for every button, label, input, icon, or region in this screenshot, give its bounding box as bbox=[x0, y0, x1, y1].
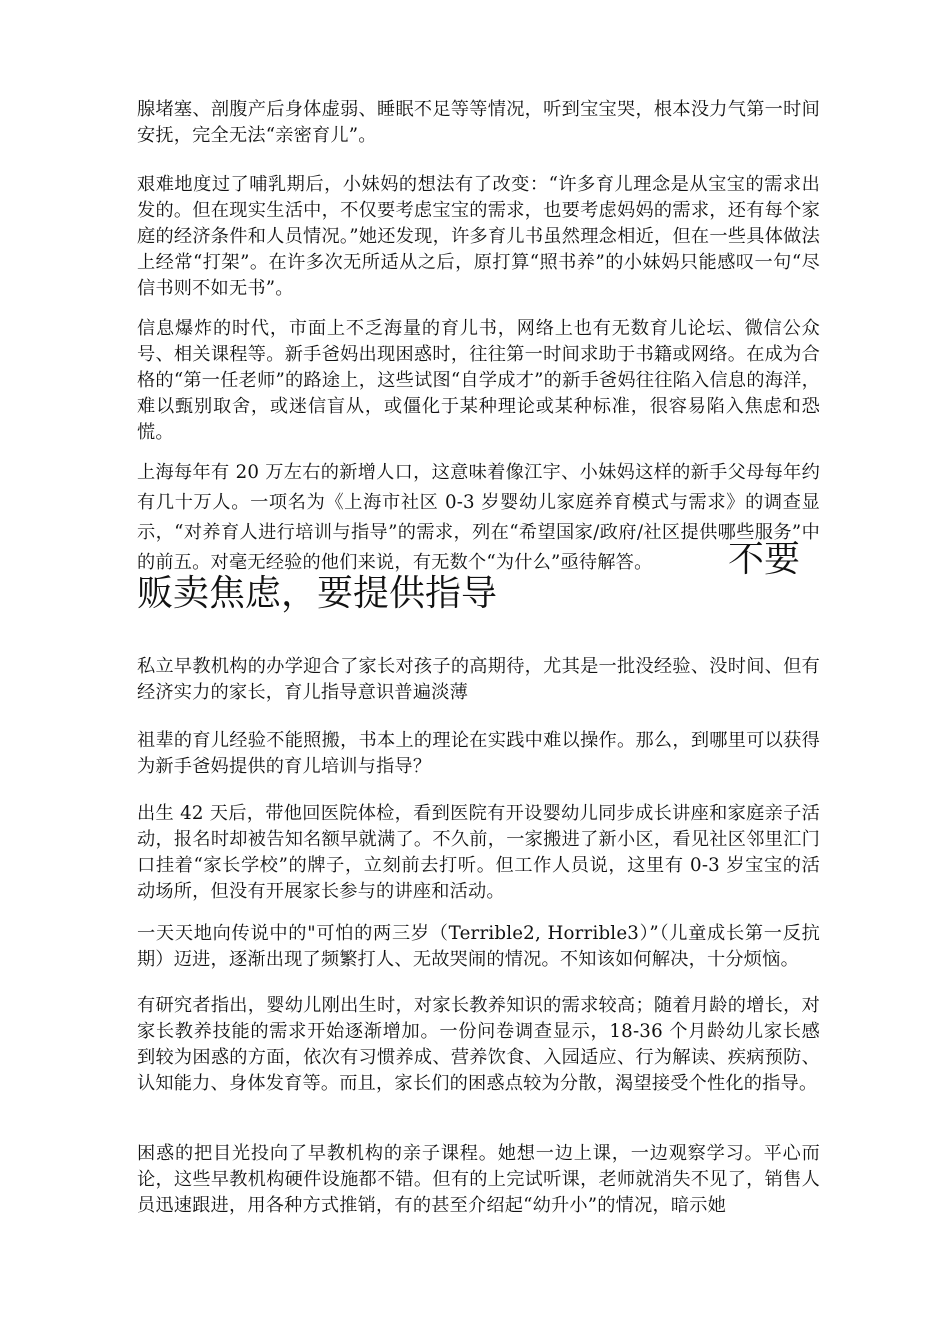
paragraph-7: 出生 42 天后，带他回医院体检，看到医院有开设婴幼儿同步成长讲座和家庭亲子活动，报名时却被告知名额早就满了。不久前，一家搬进了新小区，看见社区邻里汇门口挂着“家长学校”的牌子，立刻前去打听。但工作人员说，这里有 0-3 岁宝宝的活动场所，但没有开展家长参与的讲座和活动。 bbox=[137, 803, 820, 902]
paragraph-5: 私立早教机构的办学迎合了家长对孩子的高期待，尤其是一批没经验、没时间、但有经济实力的家长，育儿指导意识普遍淡薄 bbox=[137, 656, 820, 703]
paragraph-9: 有研究者指出，婴幼儿刚出生时，对家长教养知识的需求较高；随着月龄的增长，对家长教养技能的需求开始逐渐增加。一份问卷调查显示，18-36 个月龄幼儿家长感到较为困惑的方面，依次有习惯养成、营养饮食、入园适应、行为解读、疾病预防、认知能力、身体发育等。而且，家长们的困惑点较为分散，渴望接受个性化的指导。 bbox=[137, 995, 820, 1094]
paragraph-3: 信息爆炸的时代，市面上不乏海量的育儿书，网络上也有无数育儿论坛、微信公众号、相关课程等。新手爸妈出现困惑时，往往第一时间求助于书籍或网络。在成为合格的“第一任老师”的路途上，这些试图“自学成才”的新手爸妈往往陷入信息的海洋，难以甄别取舍，或迷信盲从，或僵化于某种理论或某种标准，很容易陷入焦虑和恐慌。 bbox=[137, 318, 820, 443]
section-heading-part-1: 不要 bbox=[728, 539, 801, 580]
paragraph-2: 艰难地度过了哺乳期后，小妹妈的想法有了改变：“许多育儿理念是从宝宝的需求出发的。但在现实生活中，不仅要考虑宝宝的需求，也要考虑妈妈的需求，还有每个家庭的经济条件和人员情况。”她还发现，许多育儿书虽然理念相近，但在一些具体做法上经常“打架”。在许多次无所适从之后，原打算“照书养”的小妹妈只能感叹一句“尽信书则不如无书”。 bbox=[137, 174, 820, 299]
section-heading-part-2: 贩卖焦虑，要提供指导 bbox=[137, 573, 498, 614]
paragraph-6: 祖辈的育儿经验不能照搬，书本上的理论在实践中难以操作。那么，到哪里可以获得为新手爸妈提供的育儿培训与指导？ bbox=[137, 730, 820, 777]
paragraph-1: 腺堵塞、剖腹产后身体虚弱、睡眠不足等等情况，听到宝宝哭，根本没力气第一时间安抚，完全无法“亲密育儿”。 bbox=[137, 99, 820, 146]
paragraph-10: 困惑的把目光投向了早教机构的亲子课程。她想一边上课，一边观察学习。平心而论，这些早教机构硬件设施都不错。但有的上完试听课，老师就消失不见了，销售人员迅速跟进，用各种方式推销，有的甚至介绍起“幼升小”的情况，暗示她 bbox=[137, 1143, 820, 1216]
paragraph-8: 一天天地向传说中的"可怕的两三岁（Terrible2, Horrible3）”（儿童成长第一反抗期）迈进，逐渐出现了频繁打人、无故哭闹的情况。不知该如何解决，十分烦恼。 bbox=[137, 923, 820, 970]
paragraph-4: 上海每年有 20 万左右的新增人口，这意味着像江宇、小妹妈这样的新手父母每年约有几十万人。一项名为《上海市社区 0-3 岁婴幼儿家庭养育模式与需求》的调查显示，“对养育人进行培训与指导”的需求，列在“希望国家/政府/社区提供哪些服务”中的前五。对毫无经验的他们来说，有无数个“为什么”亟待解答。 bbox=[137, 462, 820, 573]
